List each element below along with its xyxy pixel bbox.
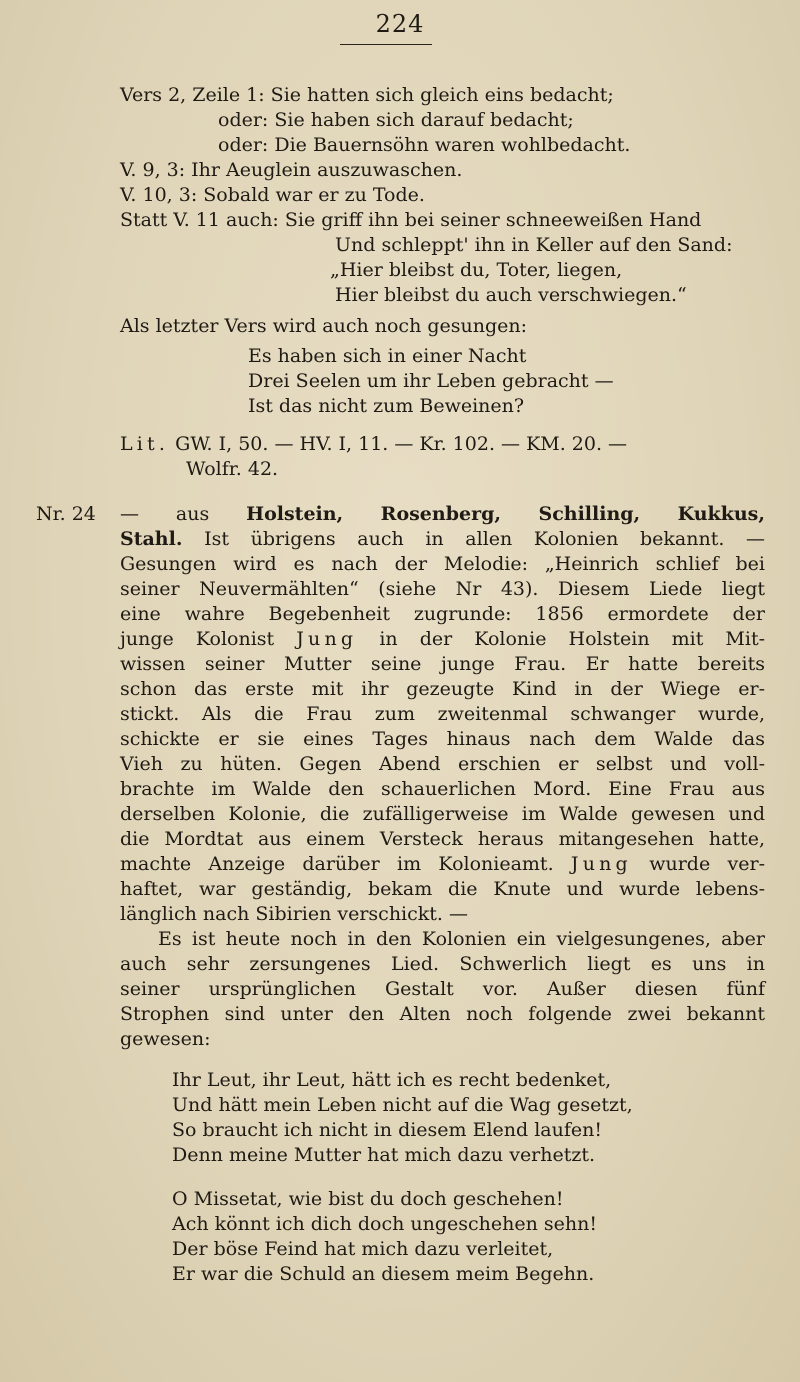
header-rule — [340, 44, 432, 45]
variant-line: oder: Sie haben sich darauf bedacht; — [218, 109, 574, 131]
body-line: schickte er sie eines Tages hinaus nach dem Walde das — [120, 728, 765, 750]
body-line: auch sehr zersungenes Lied. Schwerlich liegt es uns in — [120, 953, 765, 975]
place-name: Stahl. — [120, 528, 183, 550]
body-line: Es ist heute noch in den Kolonien ein vielgesungenes, aber — [158, 928, 765, 950]
body-line: haftet, war geständig, bekam die Knute und wurde lebens- — [120, 878, 765, 900]
body-line: junge Kolonist Jung in der Kolonie Holstein mit Mit- — [120, 628, 766, 650]
spaced-name: Jung — [570, 853, 632, 875]
body-line: Strophen sind unter den Alten noch folgende zwei bekannt — [120, 1003, 765, 1025]
body-line: Stahl. Ist übrigens auch in allen Kolonien bekannt. — — [120, 528, 766, 550]
body-line: eine wahre Begebenheit zugrunde: 1856 ermordete der — [120, 603, 765, 625]
entry-number: Nr. 24 — [36, 503, 96, 525]
entry-heading: — aus Holstein, Rosenberg, Schilling, Kukkus, — [120, 503, 765, 525]
verse-line: Ihr Leut, ihr Leut, hätt ich es recht bedenket, — [172, 1069, 612, 1091]
variant-line: Statt V. 11 auch: Sie griff ihn bei seiner schneeweißen Hand — [120, 209, 702, 231]
verse-line: Der böse Feind hat mich dazu verleitet, — [172, 1238, 554, 1260]
body-line: länglich nach Sibirien verschickt. — — [120, 903, 469, 925]
body-line: machte Anzeige darüber im Kolonieamt. Jung wurde ver- — [120, 853, 765, 875]
verse-line: So braucht ich nicht in diesem Elend laufen! — [172, 1119, 603, 1141]
body-line: schon das erste mit ihr gezeugte Kind in der Wiege er- — [120, 678, 765, 700]
verse-line: Ach könnt ich dich doch ungeschehen sehn! — [172, 1213, 598, 1235]
verse-line: Ist das nicht zum Beweinen? — [248, 395, 525, 417]
verse-line: Und hätt mein Leben nicht auf die Wag gesetzt, — [172, 1094, 633, 1116]
variant-line: Vers 2, Zeile 1: Sie hatten sich gleich eins bedacht; — [120, 84, 614, 106]
body-line: brachte im Walde den schauerlichen Mord. Eine Frau aus — [120, 778, 765, 800]
body-line: derselben Kolonie, die zufälligerweise im Walde gewesen und — [120, 803, 765, 825]
variant-line: V. 9, 3: Ihr Aeuglein auszuwaschen. — [120, 159, 463, 181]
variant-line: „Hier bleibst du, Toter, liegen, — [330, 259, 623, 281]
body-line: wissen seiner Mutter seine junge Frau. Er hatte bereits — [120, 653, 765, 675]
verse-line: Er war die Schuld an diesem meim Begehn. — [172, 1263, 595, 1285]
variant-line: V. 10, 3: Sobald war er zu Tode. — [120, 184, 425, 206]
variant-line: Hier bleibst du auch verschwiegen.“ — [335, 284, 687, 306]
spaced-name: Jung — [296, 628, 358, 650]
body-line: seiner Neuvermählten“ (siehe Nr 43). Diesem Liede liegt — [120, 578, 765, 600]
body-line: die Mordtat aus einem Versteck heraus mitangesehen hatte, — [120, 828, 765, 850]
verse-line: O Missetat, wie bist du doch geschehen! — [172, 1188, 564, 1210]
verse-line: Es haben sich in einer Nacht — [248, 345, 527, 367]
place-names: Holstein, Rosenberg, Schilling, Kukkus, — [246, 503, 765, 525]
variant-line: oder: Die Bauernsöhn waren wohlbedacht. — [218, 134, 631, 156]
literature-line: Wolfr. 42. — [186, 458, 279, 480]
verse-line: Drei Seelen um ihr Leben gebracht — — [248, 370, 614, 392]
literature-line — [120, 432, 627, 457]
page-number: 224 — [375, 10, 425, 38]
body-line: gewesen: — [120, 1028, 211, 1050]
body-line: stickt. Als die Frau zum zweitenmal schwanger wurde, — [120, 703, 765, 725]
body-line: seiner ursprünglichen Gestalt vor. Außer diesen fünf — [120, 978, 765, 1000]
verse-line: Denn meine Mutter hat mich dazu verhetzt. — [172, 1144, 596, 1166]
variant-line: Und schleppt' ihn in Keller auf den Sand: — [335, 234, 733, 256]
body-line: Vieh zu hüten. Gegen Abend erschien er selbst und voll- — [120, 753, 765, 775]
variant-line: Als letzter Vers wird auch noch gesungen: — [120, 315, 528, 337]
body-line: Gesungen wird es nach der Melodie: „Heinrich schlief bei — [120, 553, 765, 575]
literature-label: Lit. — [120, 433, 170, 455]
literature-refs: GW. I, 50. — HV. I, 11. — Kr. 102. — KM. 20. — — [175, 433, 628, 455]
